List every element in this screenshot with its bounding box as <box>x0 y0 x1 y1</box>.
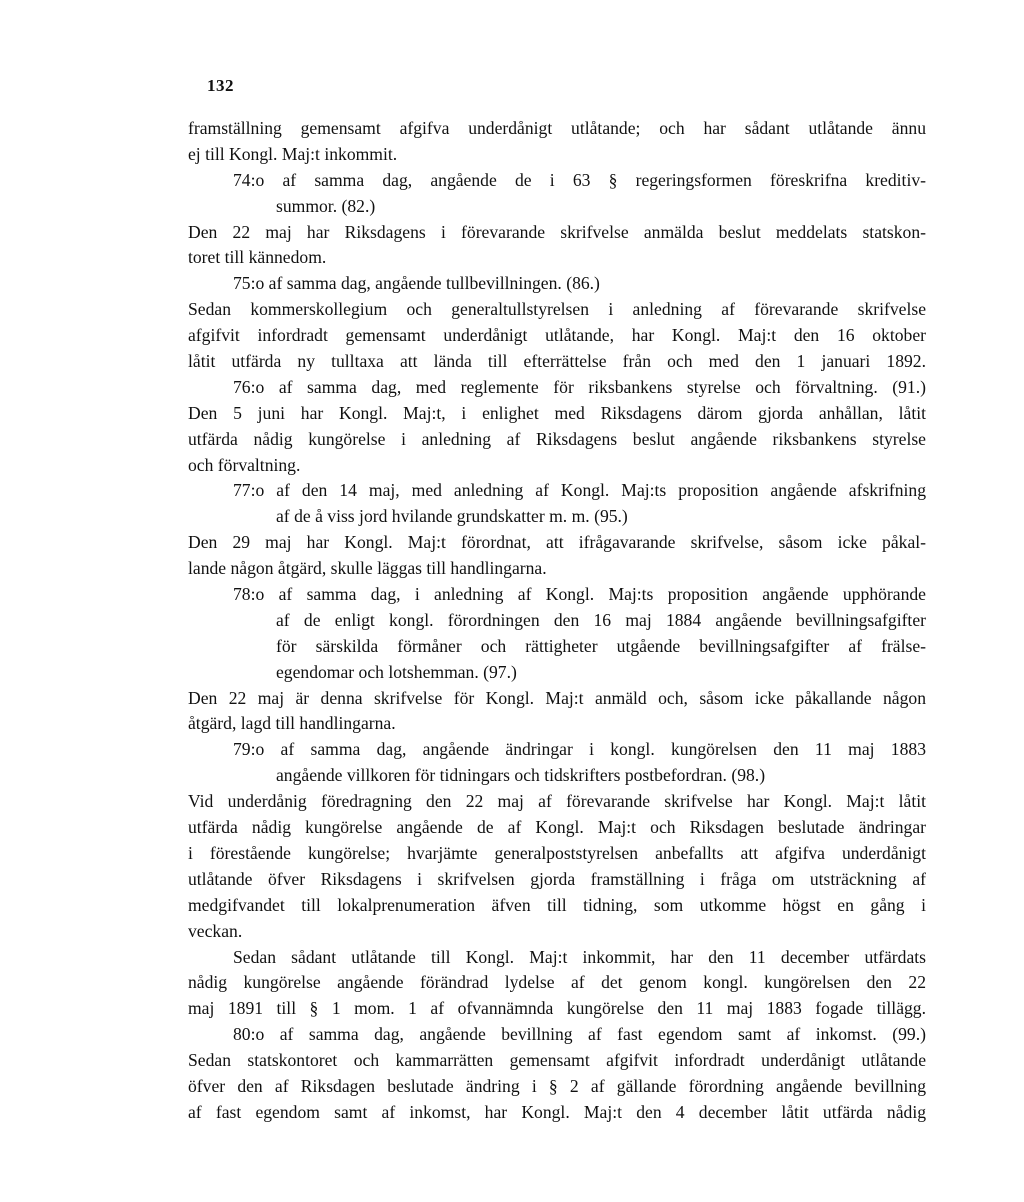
text-line: Den 29 maj har Kongl. Maj:t förordnat, att ifrågavarande skrifvelse, såsom icke påkal- <box>188 532 926 553</box>
text-line: nådig kungörelse angående förändrad lydelse af det genom kongl. kungörelsen den 22 <box>188 972 926 993</box>
text-line: Sedan kommerskollegium och generaltullstyrelsen i anledning af förevarande skrifvelse <box>188 299 926 320</box>
text-line: af fast egendom samt af inkomst, har Kongl. Maj:t den 4 december låtit utfärda nådig <box>188 1101 926 1122</box>
text-line: angående villkoren för tidningars och tidskrifters postbefordran. (98.) <box>276 765 766 786</box>
text-line: 75:o af samma dag, angående tullbevillningen. (86.) <box>233 273 600 294</box>
text-line: 78:o af samma dag, i anledning af Kongl. Maj:ts proposition angående upphörande <box>233 584 926 605</box>
text-line: veckan. <box>188 920 243 941</box>
text-line: öfver den af Riksdagen beslutade ändring i § 2 af gällande förordning angående bevillning <box>188 1075 926 1096</box>
text-line: afgifvit infordradt gemensamt underdånigt utlåtande, har Kongl. Maj:t den 16 oktober <box>188 325 926 346</box>
text-line: utfärda nådig kungörelse angående de af Kongl. Maj:t och Riksdagen beslutade ändringar <box>188 817 926 838</box>
text-line: i förestående kungörelse; hvarjämte generalpoststyrelsen anbefallts att afgifva underdånigt <box>188 842 926 863</box>
text-line: utfärda nådig kungörelse i anledning af Riksdagens beslut angående riksbankens styrelse <box>188 428 926 449</box>
page-number: 132 <box>207 76 234 95</box>
text-line: Vid underdånig föredragning den 22 maj af förevarande skrifvelse har Kongl. Maj:t låtit <box>188 791 926 812</box>
text-line: och förvaltning. <box>188 454 301 475</box>
text-line: af de enligt kongl. förordningen den 16 maj 1884 angående bevillningsafgifter <box>276 609 926 630</box>
text-line: 76:o af samma dag, med reglemente för riksbankens styrelse och förvaltning. (91.) <box>233 376 926 397</box>
text-line: ej till Kongl. Maj:t inkommit. <box>188 143 398 164</box>
text-line: 80:o af samma dag, angående bevillning af fast egendom samt af inkomst. (99.) <box>233 1024 926 1045</box>
text-line: för särskilda förmåner och rättigheter utgående bevillningsafgifter af frälse- <box>276 635 926 656</box>
text-line: maj 1891 till § 1 mom. 1 af ofvannämnda kungörelse den 11 maj 1883 fogade tillägg. <box>188 998 926 1019</box>
text-line: toret till kännedom. <box>188 247 327 268</box>
text-line: åtgärd, lagd till handlingarna. <box>188 713 396 734</box>
text-body <box>188 116 926 1126</box>
text-line: medgifvandet till lokalprenumeration äfven till tidning, som utkomme högst en gång i <box>188 894 926 915</box>
text-line: af de å viss jord hvilande grundskatter m. m. (95.) <box>276 506 628 527</box>
text-line: framställning gemensamt afgifva underdånigt utlåtande; och har sådant utlåtande ännu <box>188 118 926 138</box>
text-line: egendomar och lotshemman. (97.) <box>276 661 517 682</box>
text-line: låtit utfärda ny tulltaxa att lända till efterrättelse från och med den 1 januari 1892. <box>188 351 926 372</box>
text-line: lande någon åtgärd, skulle läggas till handlingarna. <box>188 558 547 579</box>
text-line: Sedan sådant utlåtande till Kongl. Maj:t inkommit, har den 11 december utfärdats <box>233 946 926 967</box>
text-line: summor. (82.) <box>276 195 376 216</box>
text-line: Den 22 maj har Riksdagens i förevarande skrifvelse anmälda beslut meddelats statskon- <box>188 221 926 242</box>
text-line: 77:o af den 14 maj, med anledning af Kongl. Maj:ts proposition angående afskrifning <box>233 480 926 501</box>
text-line: utlåtande öfver Riksdagens i skrifvelsen gjorda framställning i fråga om utsträckning af <box>188 868 926 889</box>
text-line: 74:o af samma dag, angående de i 63 § regeringsformen föreskrifna kreditiv- <box>233 169 926 190</box>
text-line: Den 22 maj är denna skrifvelse för Kongl. Maj:t anmäld och, såsom icke påkallande någon <box>188 687 926 708</box>
text-line: Sedan statskontoret och kammarrätten gemensamt afgifvit infordradt underdånigt utlåtande <box>188 1050 926 1071</box>
text-line: Den 5 juni har Kongl. Maj:t, i enlighet med Riksdagens därom gjorda anhållan, låtit <box>188 402 926 423</box>
text-line: 79:o af samma dag, angående ändringar i kongl. kungörelsen den 11 maj 1883 <box>233 739 926 760</box>
